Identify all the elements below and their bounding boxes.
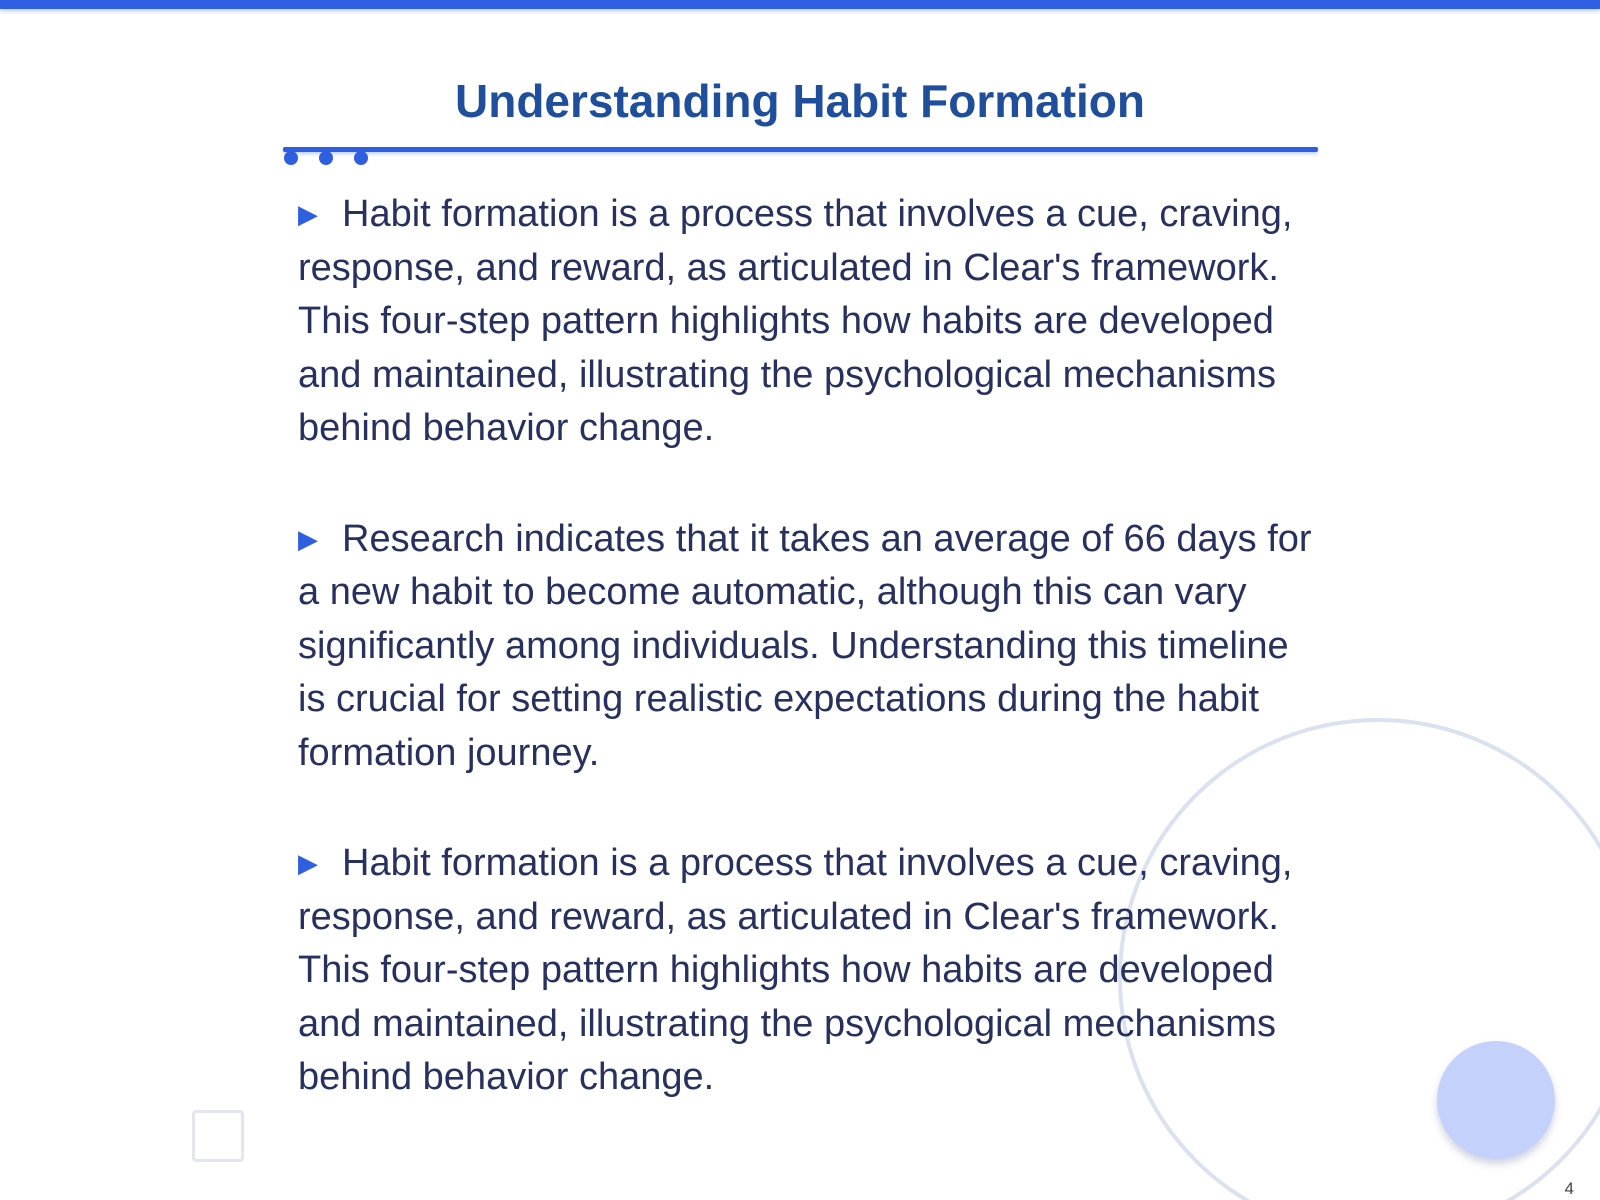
bullet-list [298,188,1318,1162]
page-number: 4 [1564,1179,1574,1198]
bullet-arrow-icon: ▶ [298,523,318,554]
top-accent-bar [0,0,1600,9]
bullet-arrow-icon: ▶ [298,848,318,878]
decor-square [192,1110,244,1162]
bullet-arrow-icon: ▶ [298,199,318,229]
title-underline [283,147,1318,152]
slide-title: Understanding Habit Formation [455,75,1145,127]
bullet-item [298,513,1318,781]
decor-circle-filled [1437,1041,1555,1159]
decor-dot [319,151,333,165]
decor-dot [354,151,368,165]
decor-dot [284,151,298,165]
bullet-item [298,188,1318,456]
bullet-item [298,837,1318,1105]
bullet-text: Habit formation is a process that involves a cue, craving, response, and reward, as articulated in Clear's framework. This four-step pattern highlights how habits are developed and maintained, illustrating the psychological mechanisms behind behavior change. [298,842,1293,1098]
bullet-text: Research indicates that it takes an average of 66 days for a new habit to become automatic, although this can vary significantly among individuals. Understanding this timeline is crucial for setting realistic expectations during the habit formation journey. [298,517,1312,774]
bullet-text: Habit formation is a process that involves a cue, craving, response, and reward, as articulated in Clear's framework. This four-step pattern highlights how habits are developed and maintained, illustrating the psychological mechanisms behind behavior change. [298,193,1293,449]
